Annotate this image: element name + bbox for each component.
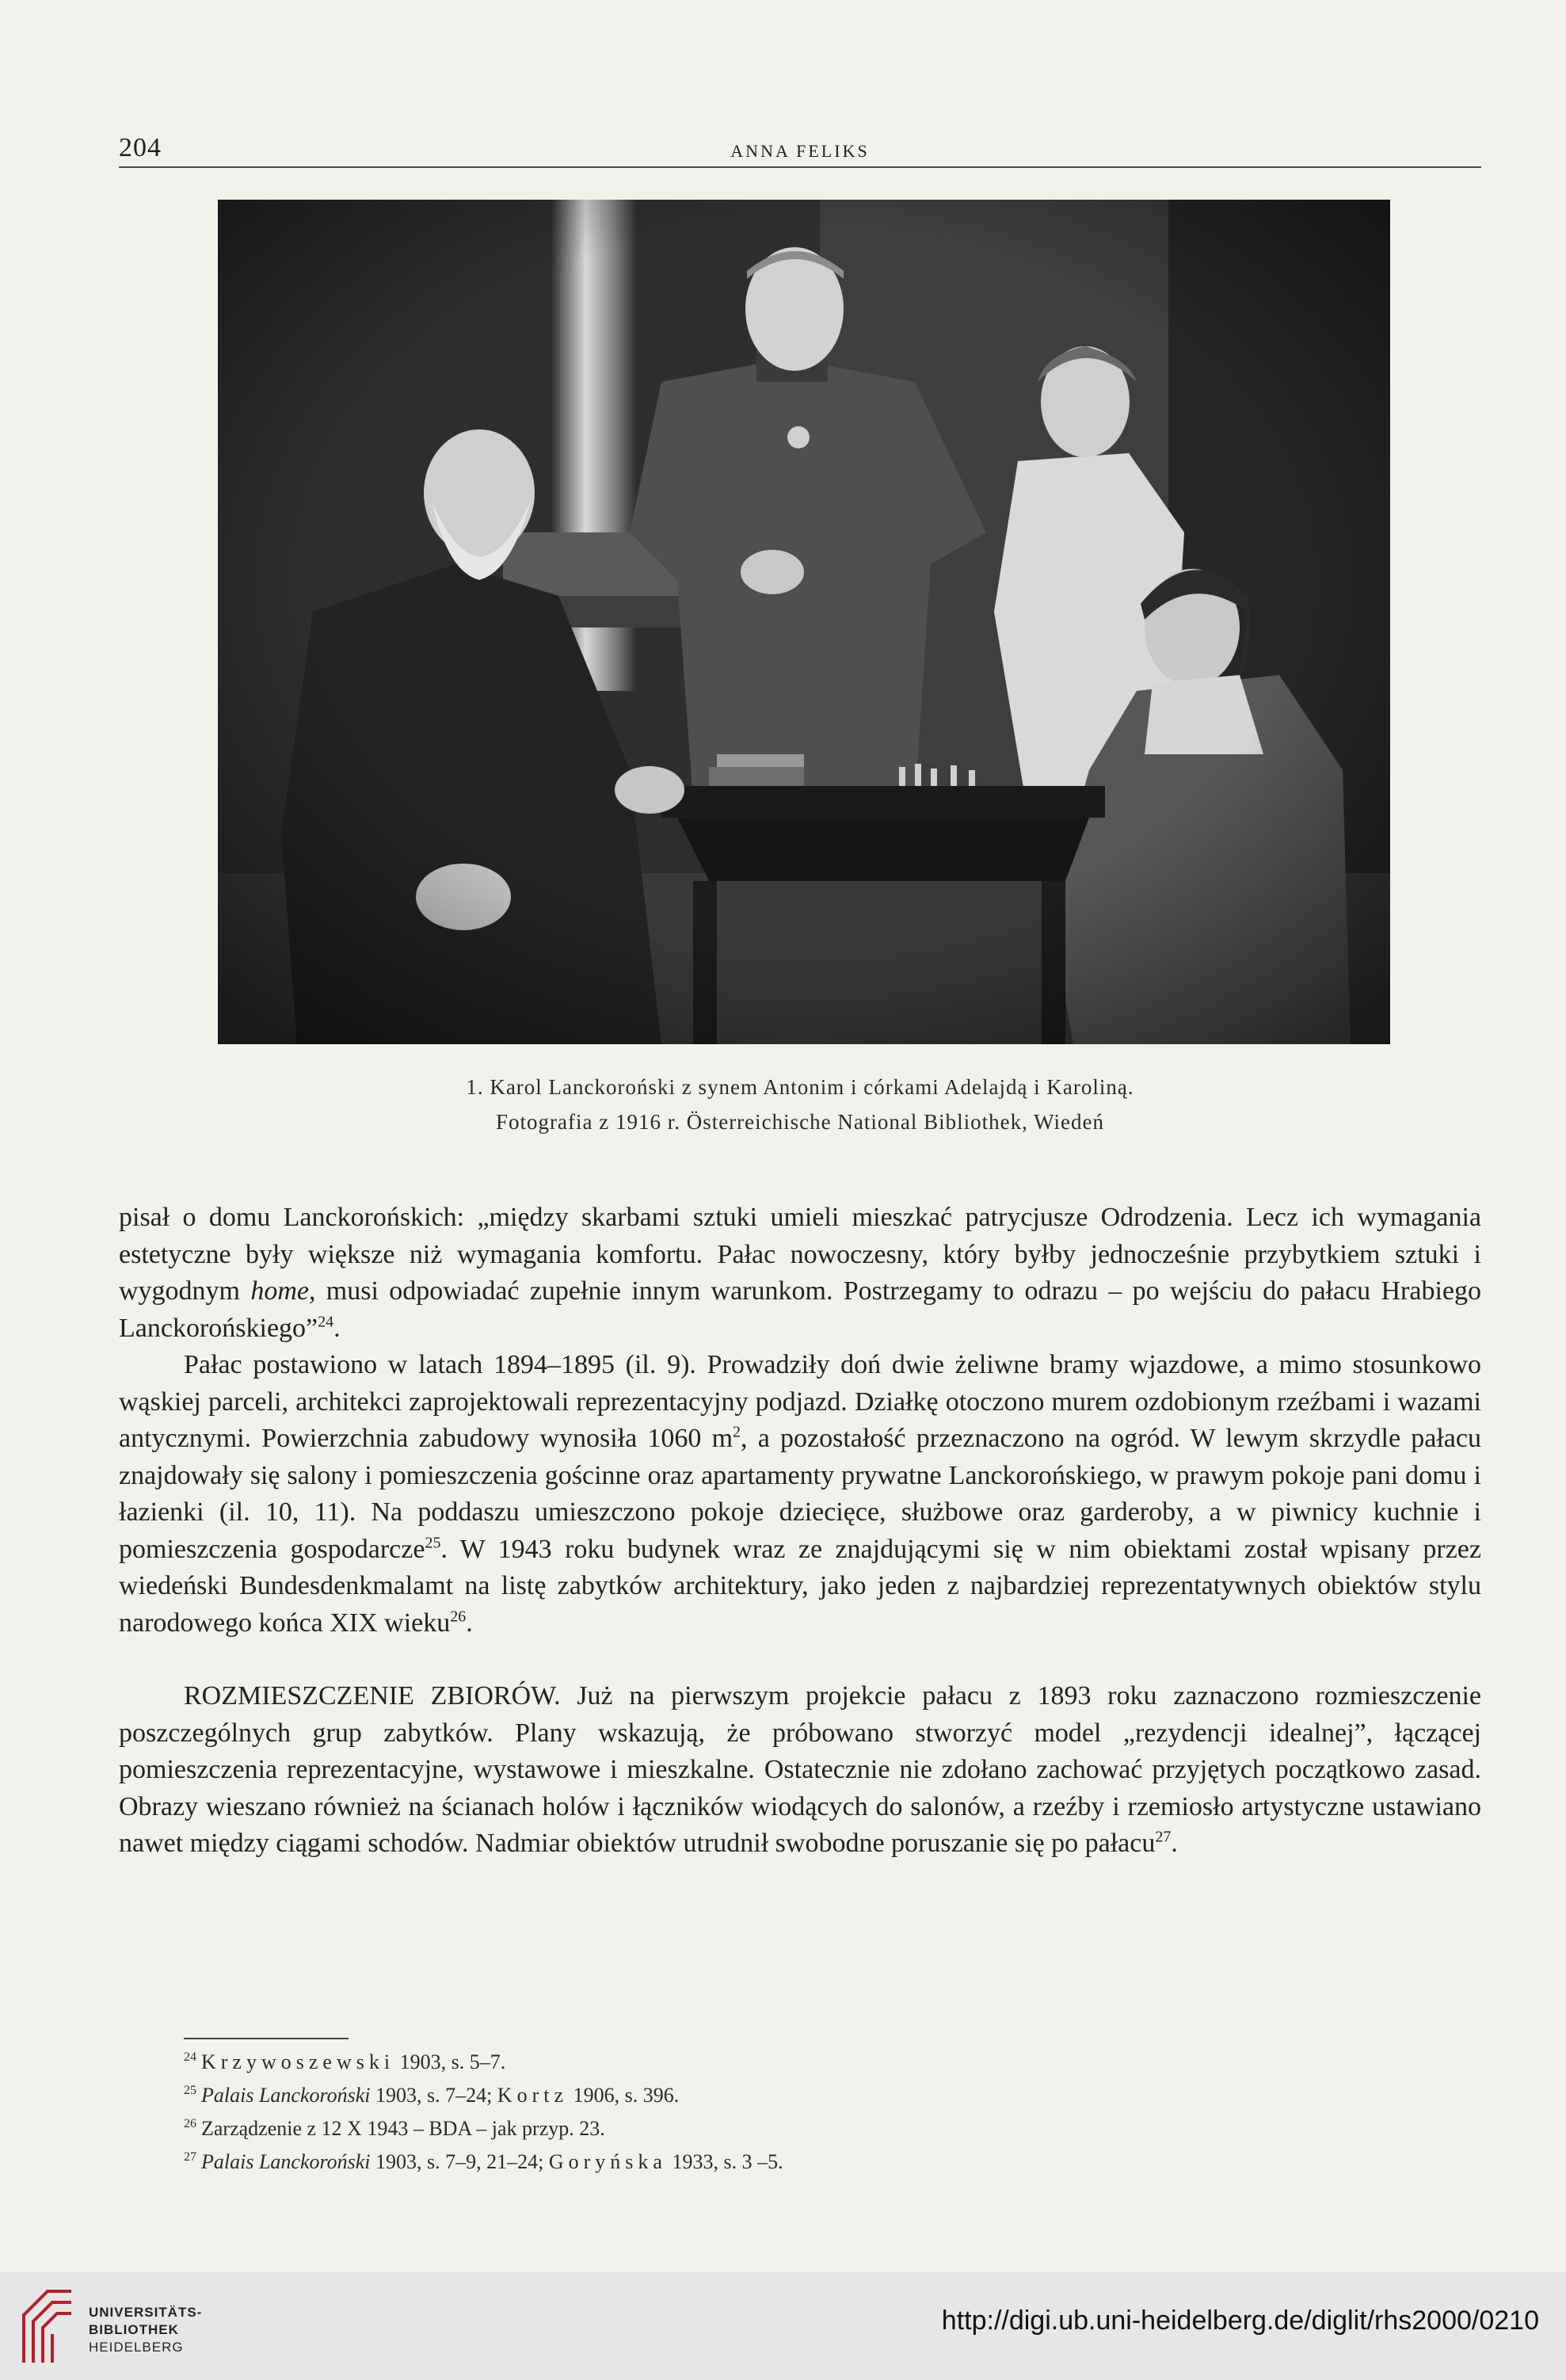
emphasis: home (250, 1276, 309, 1306)
paragraph: pisał o domu Lanckorońskich: „między skarbami sztuki umieli mieszkać patrycjusze Odrodzenia. Lecz ich wymagania estetyczne były większe niż wymagania komfortu. Pałac nowoczesny, który byłby jednocześnie przybytkiem sztuki i wygodnym home, musi odpowiadać zupełnie innym warunkom. Postrzegamy to odrazu – po wejściu do pałacu Hrabiego Lanckorońskiego”$^{24}$. (119, 1203, 1482, 1343)
footnote-rule (184, 2038, 349, 2039)
running-title: ANNA FELIKS (730, 141, 870, 161)
superscript-exponent: 2 (733, 1423, 741, 1441)
header-rule (119, 166, 1481, 168)
library-name: UNIVERSITÄTS- BIBLIOTHEK HEIDELBERG (89, 2305, 203, 2355)
body-text (119, 1200, 1481, 1863)
library-logo-icon (16, 2283, 78, 2369)
paragraph: Pałac postawiono w latach 1894–1895 (il. 9). Prowadziły doń dwie żeliwne bramy wjazdowe, a mimo stosunkowo wąskiej parceli, architekci zaprojektowali reprezentacyjny podjazd. Działkę otoczono murem ozdobionym rzeźbami i wazami antycznymi. Powierzchnia zabudowy wynosiła 1060 $m^2$, a pozostałość przeznaczono na ogród. W lewym skrzydle pałacu znajdowały się salony i pomieszczenia gościnne oraz apartamenty prywatne Lanckorońskiego, w prawym pokoje pani domu i łazienki (il. 10, 11). Na poddaszu umieszczono pokoje dziecięce, służbowe oraz garderoby, a w piwnicy kuchnie i pomieszczenia gospodarcze$^{25}$. W 1943 roku budynek wraz ze znajdującymi się w nim obiektami został wpisany przez wiedeński Bundesdenkmalamt na listę zabytków architektury, jako jeden z najbardziej reprezentatywnych obiektów stylu narodowego końca XIX wieku$^{26}$. (119, 1350, 1481, 1638)
footnote-ref[interactable]: 26 (450, 1608, 467, 1626)
library-footer-bar (0, 2272, 1566, 2380)
footnotes (184, 2046, 1451, 2179)
footnote: $^{24}$ Krzywoszewski 1903, s. 5–7. (184, 2050, 506, 2073)
figure-caption (119, 1070, 1481, 1139)
page-number: 204 (119, 133, 162, 162)
caption-line: Fotografia z 1916 r. Österreichische National Bibliothek, Wiedeń (496, 1110, 1104, 1134)
photograph-illustration (218, 200, 1390, 1044)
footnote-ref[interactable]: 25 (425, 1534, 441, 1552)
footnote: $^{27}$ Palais Lanckoroński 1903, s. 7–9, 21–24; Goryńska 1933, s. 3 –5. (184, 2150, 783, 2173)
footnote-ref[interactable]: 27 (1155, 1828, 1172, 1846)
caption-line: 1. Karol Lanckoroński z synem Antonim i córkami Adelajdą i Karoliną. (466, 1075, 1134, 1099)
footnote: $^{26}$ Zarządzenie z 12 X 1943 – BDA – jak przyp. 23. (184, 2117, 605, 2140)
paragraph: ROZMIESZCZENIE ZBIORÓW. Już na pierwszym projekcie pałacu z 1893 roku zaznaczono rozmieszczenie poszczególnych grup zabytków. Plany wskazują, że próbowano stworzyć model „rezydencji idealnej”, łączącej pomieszczenia reprezentacyjne, wystawowe i mieszkalne. Ostatecznie nie zdołano zachować przyjętych początkowo zasad. Obrazy wieszano również na ścianach holów i łączników wiodących do salonów, a rzeźby i rzemiosło artystyczne ustawiano nawet między ciągami schodów. Nadmiar obiektów utrudnił swobodne poruszanie się po pałacu$^{27}$. (119, 1681, 1481, 1858)
running-header (119, 133, 1481, 168)
footnote-ref[interactable]: 24 (318, 1313, 334, 1331)
footnote: $^{25}$ Palais Lanckoroński 1903, s. 7–24; Kortz 1906, s. 396. (184, 2084, 680, 2107)
figure-photograph (218, 200, 1390, 1044)
source-url-link[interactable]: http://digi.ub.uni-heidelberg.de/diglit/rhs2000/0210 (941, 2306, 1539, 2336)
